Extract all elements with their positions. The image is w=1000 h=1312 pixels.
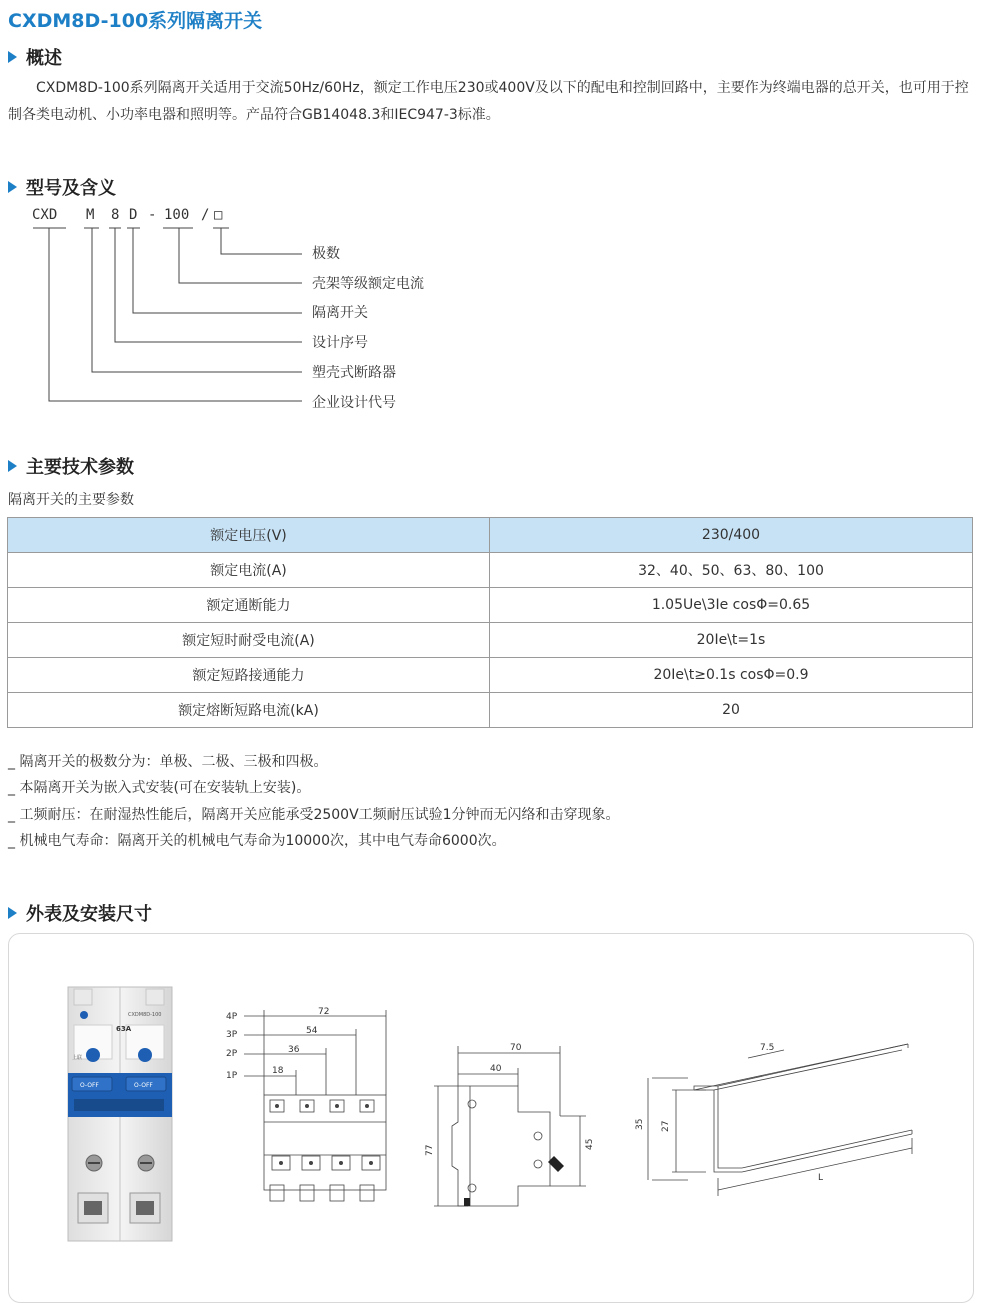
model-part-d: D [129, 207, 138, 223]
side-depth-label: 45 [585, 1138, 595, 1150]
section-tech-heading [8, 453, 134, 479]
model-meaning-frame-current: 壳架等级额定电流 [312, 276, 424, 292]
table-cell: 额定短时耐受电流(A) [8, 623, 490, 658]
model-connector-lines [0, 0, 320, 420]
model-part-m: M [86, 207, 95, 223]
table-row [8, 518, 973, 553]
section-dims-heading [8, 900, 152, 926]
pole-label-1p: 1P [226, 1071, 238, 1081]
rail-length-label: L [818, 1173, 824, 1183]
tech-subtitle: 隔离开关的主要参数 [8, 492, 134, 508]
pole-label-4p: 4P [226, 1012, 238, 1022]
table-cell: 1.05Ue\3Ie cosΦ=0.65 [490, 588, 973, 623]
tech-heading: 主要技术参数 [26, 457, 134, 478]
product-model-label: CXDM8D-100 [128, 1012, 162, 1018]
overview-heading: 概述 [26, 48, 62, 69]
rail-inner-height-label: 27 [661, 1120, 671, 1132]
table-row [8, 658, 973, 693]
note-item: _ 机械电气寿命：隔离开关的机械电气寿命为10000次，其中电气寿命6000次。 [8, 833, 506, 849]
page-title: CXDM8D-100系列隔离开关 [8, 10, 263, 32]
table-cell: 20Ie\t≥0.1s cosΦ=0.9 [490, 658, 973, 693]
note-item: _ 工频耐压：在耐湿热性能后，隔离开关应能承受2500V工频耐压试验1分钟而无闪络和击穿现象。 [8, 807, 620, 823]
table-cell: 额定电压(V) [8, 518, 490, 553]
triangle-bullet-icon [8, 907, 17, 919]
isolator-product-image [66, 985, 176, 1245]
table-cell: 32、40、50、63、80、100 [490, 553, 973, 588]
model-heading: 型号及含义 [26, 178, 116, 199]
table-row [8, 588, 973, 623]
spec-table [7, 517, 973, 728]
model-meaning-poles: 极数 [312, 246, 340, 262]
table-cell: 额定电流(A) [8, 553, 490, 588]
model-meaning-design-no: 设计序号 [312, 335, 368, 351]
side-width-inner-label: 40 [490, 1064, 502, 1074]
table-row [8, 623, 973, 658]
model-part-box: □ [214, 207, 223, 223]
side-view-drawing [420, 1038, 605, 1213]
triangle-bullet-icon [8, 460, 17, 472]
width-label-36: 36 [288, 1045, 300, 1055]
model-part-cxd: CXD [32, 207, 58, 223]
rail-top-width-label: 7.5 [760, 1043, 775, 1053]
side-width-total-label: 70 [510, 1043, 522, 1053]
front-view-drawing [220, 1000, 395, 1225]
product-brand-label: 上联 [72, 1055, 83, 1061]
table-cell: 230/400 [490, 518, 973, 553]
table-row [8, 553, 973, 588]
model-meaning-company-code: 企业设计代号 [312, 395, 396, 411]
pole-label-3p: 3P [226, 1030, 238, 1040]
table-cell: 额定熔断短路电流(kA) [8, 693, 490, 728]
table-cell: 20 [490, 693, 973, 728]
note-item: _ 隔离开关的极数分为：单极、二极、三极和四极。 [8, 754, 328, 770]
table-cell: 20Ie\t=1s [490, 623, 973, 658]
width-label-72: 72 [318, 1007, 330, 1017]
dims-heading: 外表及安装尺寸 [26, 904, 152, 925]
model-part-8: 8 [111, 207, 120, 223]
model-part-100: 100 [164, 207, 190, 223]
model-meaning-mccb: 塑壳式断路器 [312, 365, 396, 381]
note-item: _ 本隔离开关为嵌入式安装(可在安装轨上安装)。 [8, 780, 311, 796]
din-rail-drawing [632, 1030, 922, 1220]
model-part-slash: / [201, 207, 210, 223]
width-label-18: 18 [272, 1066, 284, 1076]
table-cell: 额定短路接通能力 [8, 658, 490, 693]
overview-text: CXDM8D-100系列隔离开关适用于交流50Hz/60Hz，额定工作电压230或400V及以下的配电和控制回路中，主要作为终端电器的总开关，也可用于控制各类电动机、小功率电器和照明等。产品符合GB14048.3和IEC947-3标准。 [8, 80, 969, 123]
side-height-label: 77 [425, 1144, 435, 1156]
product-current-label: 63A [116, 1025, 132, 1033]
handle-label-right: O-OFF [134, 1082, 153, 1089]
width-label-54: 54 [306, 1026, 318, 1036]
table-row [8, 693, 973, 728]
table-cell: 额定通断能力 [8, 588, 490, 623]
rail-outer-height-label: 35 [635, 1118, 645, 1130]
pole-label-2p: 2P [226, 1049, 238, 1059]
model-part-dash: - [148, 207, 157, 223]
handle-label-left: O-OFF [80, 1082, 99, 1089]
model-meaning-isolator: 隔离开关 [312, 305, 368, 321]
